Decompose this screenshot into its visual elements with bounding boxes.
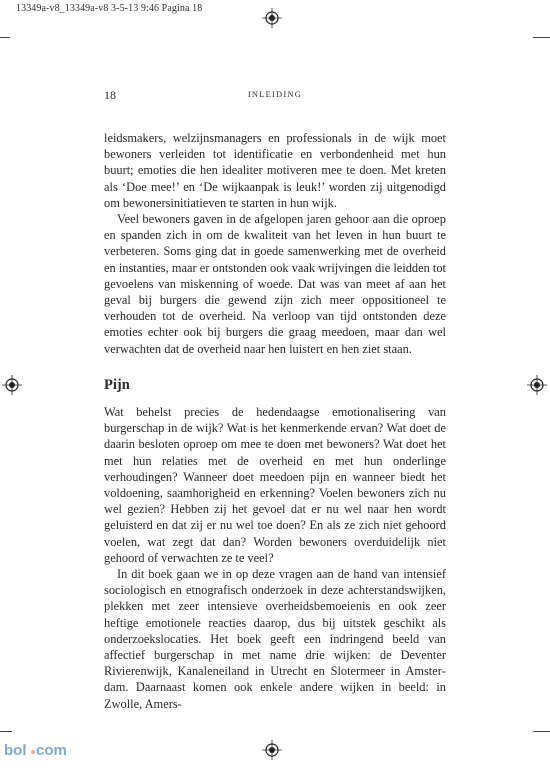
crop-mark-bottom-left <box>0 731 12 732</box>
running-head: INLEIDING <box>247 89 303 99</box>
crop-mark-top-right <box>533 37 550 38</box>
registration-mark-left-icon <box>2 375 22 395</box>
section-title: Pijn <box>104 377 130 393</box>
bol-com-watermark-logo <box>4 740 72 760</box>
page-number: 18 <box>104 88 116 102</box>
paragraph: Veel bewoners gaven in de afgelopen jaren gehoor aan die oproep en spanden zich in om de kwaliteit van het leven in hun buurt te verbeteren. Soms ging dat in goede samenwerking met de overheid en instanties, maar er ontstonden ook vaak wrijvingen die leidden tot gevoelens van miskenning of woede. Dat was van meet af aan het geval bij burgers die gewend zijn zich meer oppositioneel te verhouden tot de overheid. Na verloop van tijd ontstonden deze emoties echter ook bij burgers die graag meedoen, maar dan wel verwachten dat de overheid naar hen luistert en hen ziet staan. <box>104 212 446 356</box>
svg-text:bol: bol <box>4 742 27 759</box>
body-text-top <box>104 130 446 357</box>
registration-mark-right-icon <box>527 375 547 395</box>
paragraph: leidsmakers, welzijnsmanagers en professionals in de wijk moet bewoners verleiden tot identificatie en verbondenheid met hun buurt; emoties die hen idealiter motiveren mee te doen. Met kreten als ‘Doe mee!’ en ‘De wijkaanpak is leuk!’ worden zij uitgenodigd om bewonersinitiatieven te starten in hun wijk. <box>104 131 446 210</box>
crop-mark-top-left <box>0 37 10 38</box>
svg-text:com: com <box>36 742 67 759</box>
registration-mark-top-icon <box>262 8 282 28</box>
registration-mark-bottom-icon <box>262 740 282 760</box>
paragraph: Wat behelst precies de hedendaagse emotionalisering van burgerschap in de wijk? Wat is het kenmerkende ervan? Wat doet de daarin besloten oproep om mee te doen met bewoners? Wat doet het met hun relaties met de overheid en met hun onderlinge verhoudingen? Wanneer doet meedoen pijn en wanneer biedt het voldoening, saamhorigheid en erkenning? Voelen bewoners zich nu wel gezien? Hebben zij het gevoel dat er nu wel naar hen wordt geluisterd en dat zij er nu wel toe doen? En als ze zich niet gehoord voelen, wat zegt dat dan? Worden bewoners overduidelijk niet gehoord of verwachten ze te veel? <box>104 405 446 565</box>
section-body-text <box>104 404 446 712</box>
paragraph: In dit boek gaan we in op deze vragen aan de hand van intensief sociologisch en etnografisch onderzoek in deze achterstandswijken, plekken met zeer intensieve overheidsbemoeienis en ook zeer heftige emotionele reacties daarop, dus bij uitstek geschikt als onderzoekslocaties. Het boek geeft een indringend beeld van affectief burgerschap in met name drie wijken: de Deventer Rivierenwijk, Kanaleneiland in Utrecht en Slotermeer in Amsterdam. Daarnaast komen ook enkele andere wijken in beeld: in Zwolle, Amers- <box>104 567 446 711</box>
page-header <box>104 88 446 104</box>
print-slug: 13349a-v8_13349a-v8 3-5-13 9:46 Pagina 18 <box>16 3 203 14</box>
crop-mark-bottom-right <box>533 731 550 732</box>
